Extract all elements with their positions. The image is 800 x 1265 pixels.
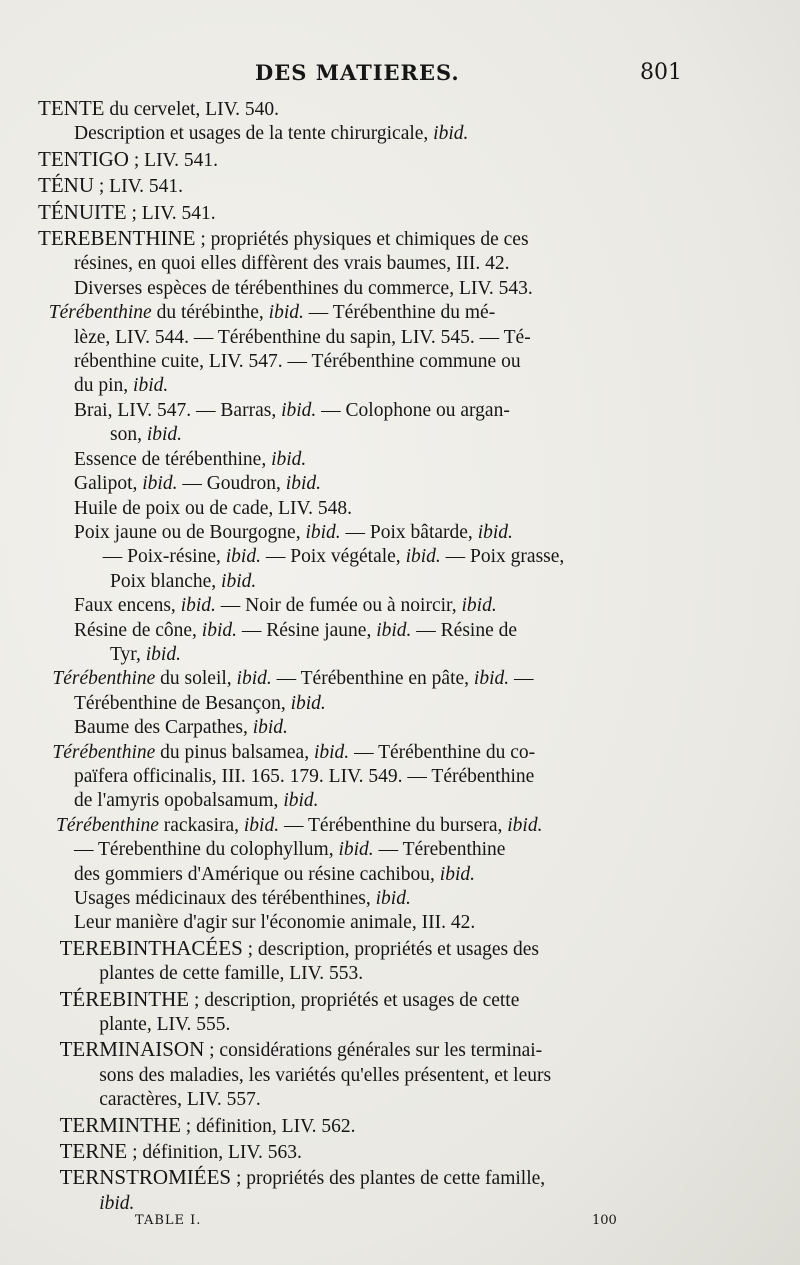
index-line: Leur manière d'agir sur l'économie animale, III. 42. xyxy=(74,912,476,934)
index-line: Poix jaune ou de Bourgogne, ibid. — Poix bâtarde, ibid. xyxy=(74,521,513,543)
index-line: lèze, LIV. 544. — Térébenthine du sapin, LIV. 545. — Té- xyxy=(74,326,531,348)
index-content xyxy=(38,96,698,1216)
index-line: sons des maladies, les variétés qu'elles présentent, et leurs xyxy=(99,1064,552,1086)
page-footer xyxy=(0,1213,800,1233)
index-line: caractères, LIV. 557. xyxy=(99,1089,261,1111)
index-line: résines, en quoi elles diffèrent des vrais baumes, III. 42. xyxy=(74,253,510,275)
sheet-number: 100 xyxy=(592,1213,617,1228)
index-line: Poix blanche, ibid. xyxy=(110,570,257,592)
running-title: DES MATIERES. xyxy=(255,60,460,85)
index-line: païfera officinalis, III. 165. 179. LIV. 549. — Térébenthine xyxy=(74,765,535,787)
index-line: du pin, ibid. xyxy=(74,375,169,397)
index-line: TENTIGO ; LIV. 541. xyxy=(38,146,219,171)
index-line: TEREBENTHINE ; propriétés physiques et chimiques de ces xyxy=(38,226,529,251)
index-line: Térébenthine du pinus balsamea, ibid. — Térébenthine du co- xyxy=(52,741,536,763)
index-line: TERNE ; définition, LIV. 563. xyxy=(59,1139,302,1164)
index-line: TÉNUITE ; LIV. 541. xyxy=(38,199,216,224)
index-line: son, ibid. xyxy=(110,424,183,446)
index-line: de l'amyris opobalsamum, ibid. xyxy=(74,790,319,812)
index-line: Térébenthine de Besançon, ibid. xyxy=(74,692,326,714)
index-line: — Térebenthine du colophyllum, ibid. — Térebenthine xyxy=(74,839,506,861)
index-line: Térébenthine du térébinthe, ibid. — Térébenthine du mé- xyxy=(48,302,496,324)
signature-mark: TABLE I. xyxy=(135,1213,202,1228)
index-line: Essence de térébenthine, ibid. xyxy=(74,448,307,470)
index-line: TENTE du cervelet, LIV. 540. xyxy=(38,96,280,120)
index-line: ibid. xyxy=(99,1192,135,1214)
index-line: Huile de poix ou de cade, LIV. 548. xyxy=(74,497,352,519)
index-line: TERNSTROMIÉES ; propriétés des plantes de cette famille, xyxy=(59,1165,546,1190)
index-line: TÉNU ; LIV. 541. xyxy=(38,173,184,198)
index-line: Tyr, ibid. xyxy=(110,643,181,665)
index-line: Diverses espèces de térébenthines du commerce, LIV. 543. xyxy=(74,277,533,299)
index-line: Description et usages de la tente chirurgicale, ibid. xyxy=(74,123,469,145)
index-line: plante, LIV. 555. xyxy=(99,1014,231,1036)
running-header xyxy=(0,60,800,90)
index-line: Térébenthine du soleil, ibid. — Térébenthine en pâte, ibid. — xyxy=(52,668,534,690)
index-line: Usages médicinaux des térébenthines, ibid. xyxy=(74,888,411,909)
index-line: Brai, LIV. 547. — Barras, ibid. — Colophone ou argan- xyxy=(74,399,510,421)
index-line: — Poix-résine, ibid. — Poix végétale, ibid. — Poix grasse, xyxy=(102,546,565,568)
index-line: rébenthine cuite, LIV. 547. — Térébenthine commune ou xyxy=(74,351,521,373)
index-line: Galipot, ibid. — Goudron, ibid. xyxy=(74,473,322,495)
index-line: des gommiers d'Amérique ou résine cachibou, ibid. xyxy=(74,863,476,885)
index-line: Térébenthine rackasira, ibid. — Térébenthine du bursera, ibid. xyxy=(56,814,543,836)
index-line: TÉREBINTHE ; description, propriétés et usages de cette xyxy=(59,986,520,1011)
index-line: Baume des Carpathes, ibid. xyxy=(74,717,288,739)
index-line: TERMINAISON ; considérations générales sur les terminai- xyxy=(59,1037,543,1062)
index-line: Faux encens, ibid. — Noir de fumée ou à noircir, ibid. xyxy=(74,595,497,617)
index-line: plantes de cette famille, LIV. 553. xyxy=(99,963,364,985)
index-line: TERMINTHE ; définition, LIV. 562. xyxy=(59,1112,356,1137)
page-number: 801 xyxy=(640,60,682,85)
index-line: TEREBINTHACÉES ; description, propriétés et usages des xyxy=(59,935,539,960)
index-line: Résine de cône, ibid. — Résine jaune, ibid. — Résine de xyxy=(74,619,518,641)
